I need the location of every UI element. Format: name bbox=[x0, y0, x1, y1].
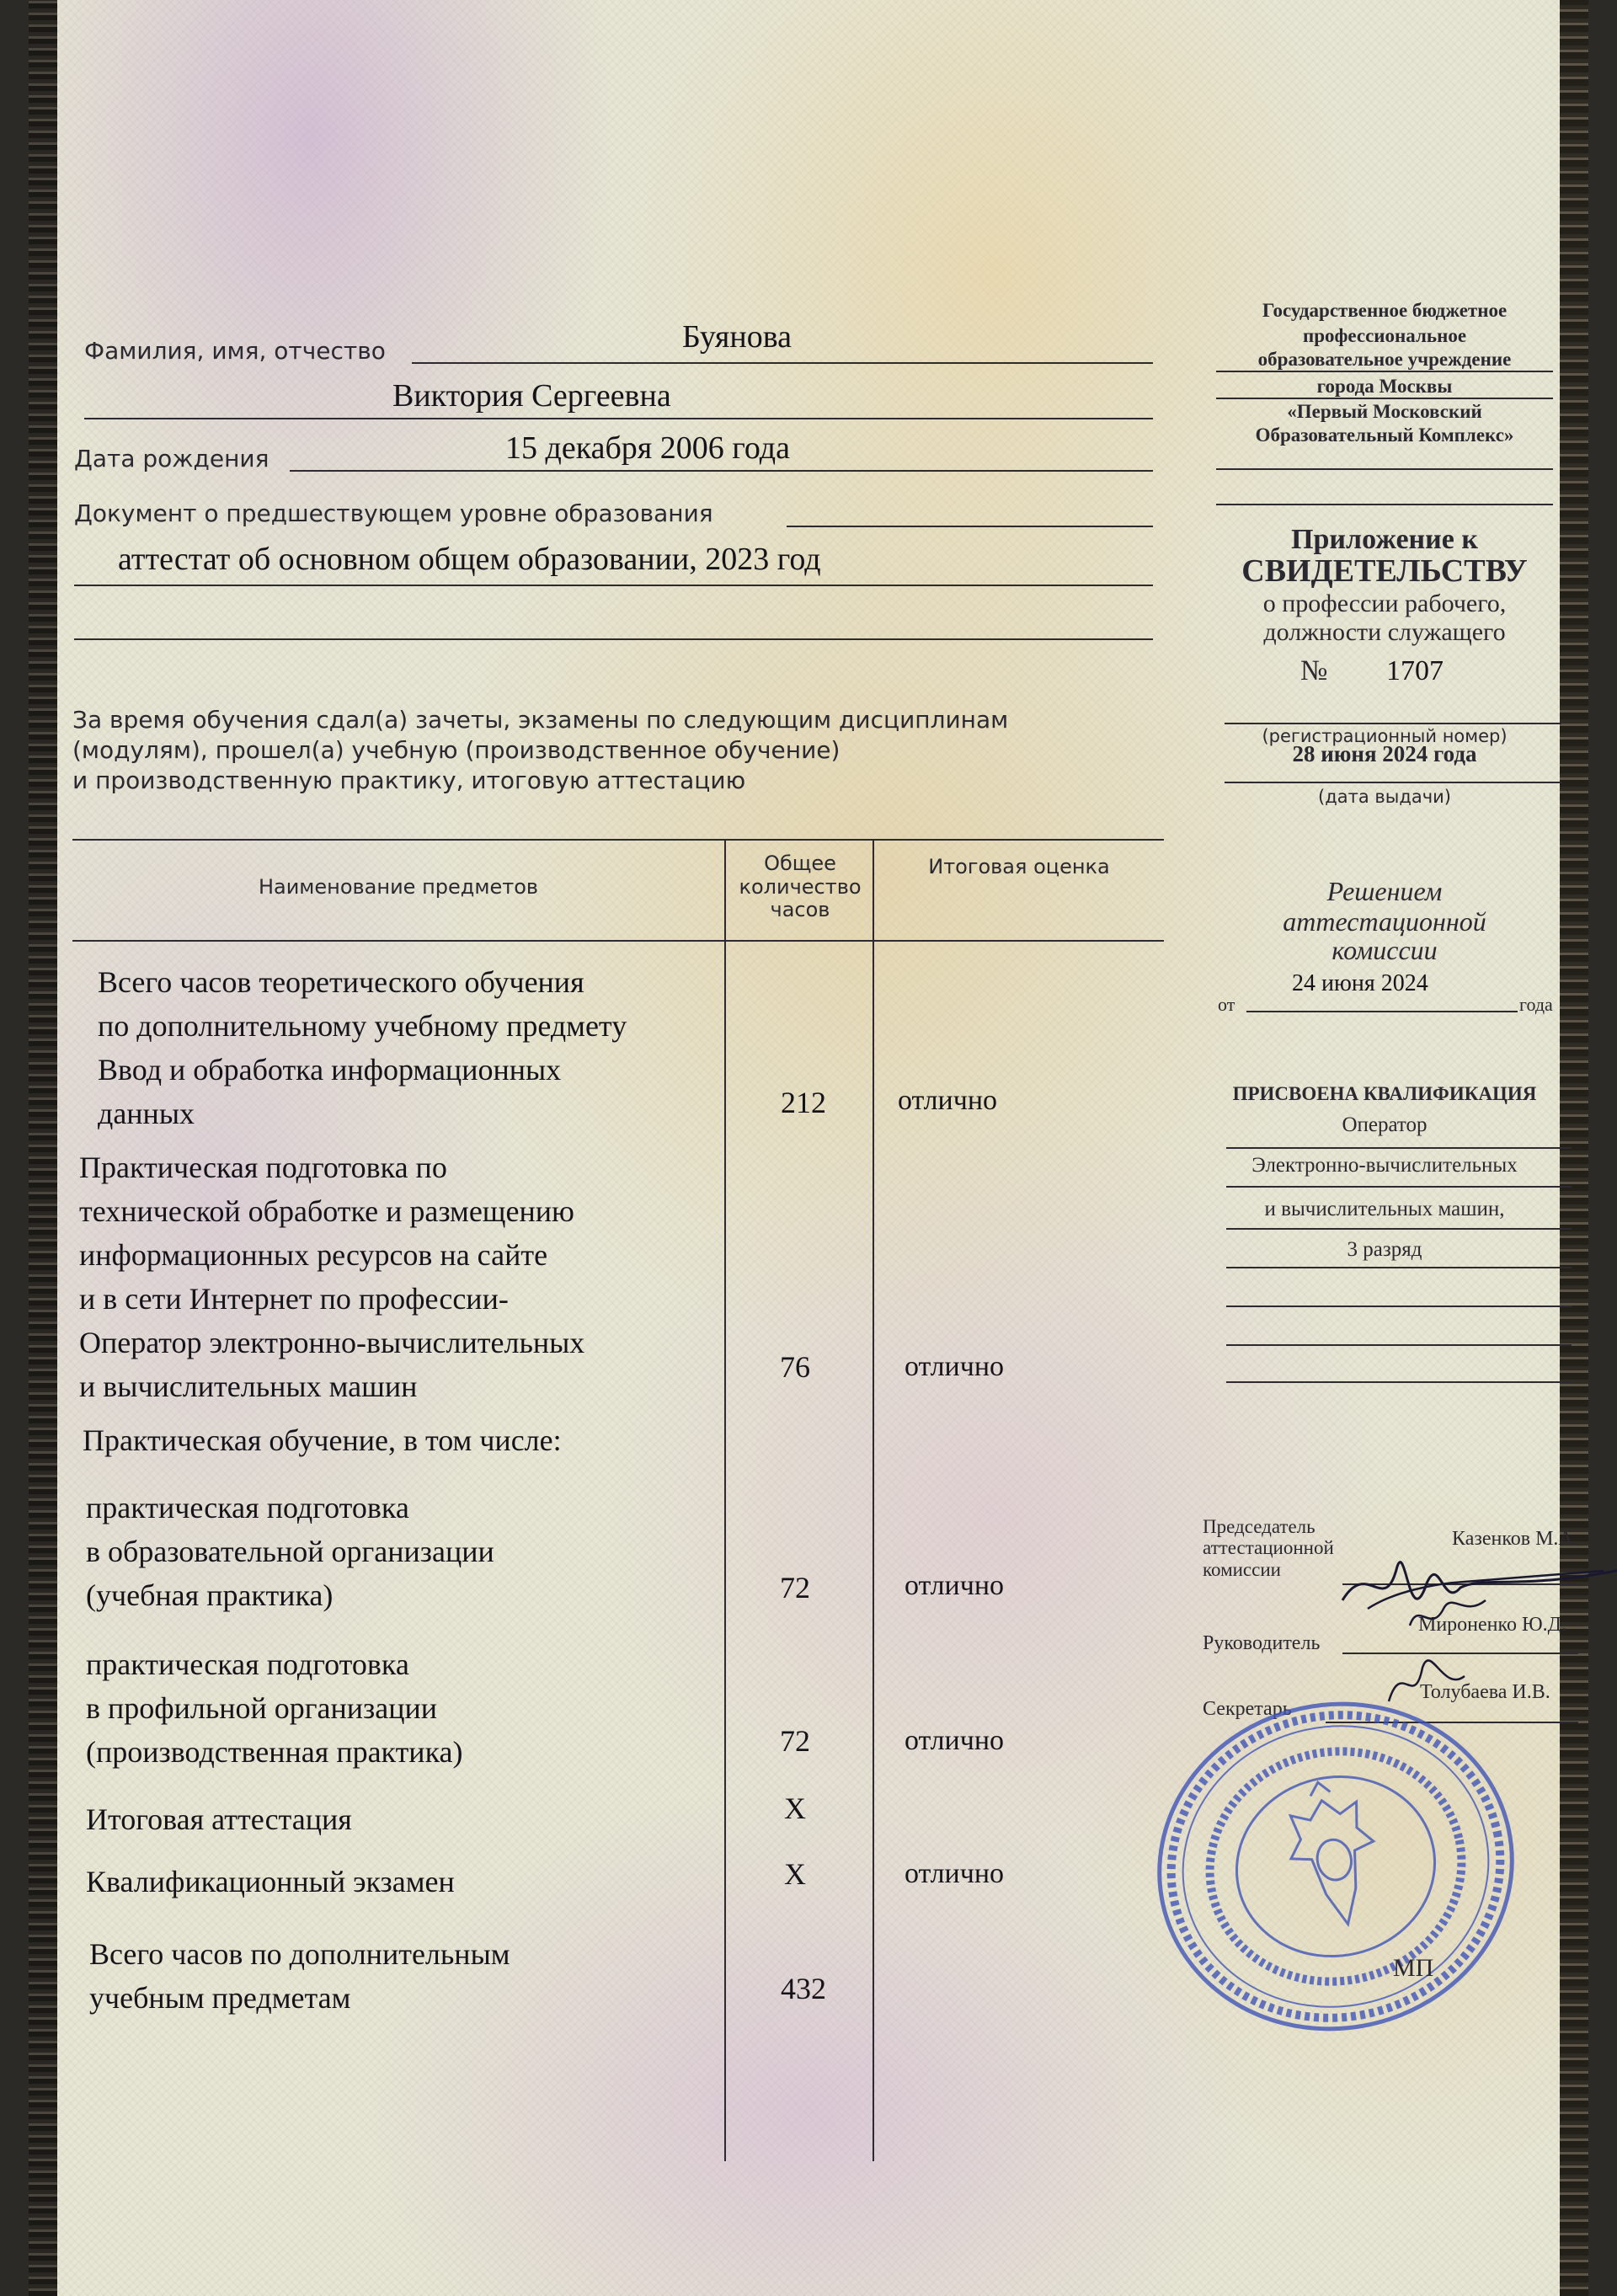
header-grade: Итоговая оценка bbox=[928, 855, 1110, 878]
appendix-sub-2: должности служащего bbox=[1263, 618, 1506, 646]
secretary-label: Секретарь bbox=[1203, 1698, 1292, 1720]
fio-label: Фамилия, имя, отчество bbox=[84, 337, 386, 365]
row-edu-practice-grade: отлично bbox=[905, 1570, 1005, 1601]
org-line-4: города Москвы bbox=[1316, 376, 1453, 397]
qualification-line-2: Электронно-вычислительных bbox=[1251, 1154, 1518, 1177]
qualification-line-4: 3 разряд bbox=[1347, 1238, 1422, 1261]
dob-label: Дата рождения bbox=[74, 445, 270, 473]
org-line-2: профессиональное bbox=[1302, 325, 1467, 346]
from-label: от bbox=[1218, 994, 1235, 1015]
row-total-hours: 432 bbox=[781, 1972, 826, 2005]
prev-doc-line bbox=[787, 526, 1153, 527]
year-label: года bbox=[1519, 994, 1553, 1015]
qual-rule-1 bbox=[1226, 1147, 1572, 1149]
row-edu-practice-subject: практическая подготовка в образовательной организации (учебная практика) bbox=[86, 1491, 494, 1612]
table-top-rule bbox=[72, 839, 1164, 841]
org-rule-4 bbox=[1216, 504, 1553, 505]
row-edu-practice-hours: 72 bbox=[780, 1571, 810, 1605]
number-rule bbox=[1225, 723, 1561, 724]
col-divider-2 bbox=[873, 839, 874, 2161]
intro-line-1: За время обучения сдал(а) зачеты, экзамены по следующим дисциплинам bbox=[72, 706, 1009, 734]
org-line-rule-2 bbox=[1216, 398, 1553, 399]
issue-date: 28 июня 2024 года bbox=[1292, 741, 1477, 766]
qual-rule-5 bbox=[1226, 1306, 1572, 1307]
qual-rule-3 bbox=[1226, 1228, 1572, 1230]
mp-label: МП bbox=[1393, 1954, 1434, 1982]
intro-line-3: и производственную практику, итоговую аттестацию bbox=[72, 766, 746, 794]
org-line-6: Образовательный Комплекс» bbox=[1255, 424, 1514, 446]
row-qual-exam-grade: отлично bbox=[905, 1858, 1005, 1889]
names-line bbox=[84, 418, 1153, 419]
row-theory-grade: отлично bbox=[898, 1085, 998, 1116]
blank-line bbox=[74, 638, 1153, 640]
head-label: Руководитель bbox=[1203, 1632, 1321, 1654]
qual-rule-4 bbox=[1226, 1267, 1572, 1268]
row-total-subject: Всего часов по дополнительным учебным предметам bbox=[89, 1937, 510, 2015]
head-name: Мироненко Ю.Д. bbox=[1418, 1614, 1567, 1636]
decision-1: Решением bbox=[1326, 876, 1443, 906]
org-line-3: образовательное учреждение bbox=[1257, 349, 1512, 370]
qualification-line-1: Оператор bbox=[1342, 1113, 1428, 1136]
row-practice-grade: отлично bbox=[905, 1351, 1005, 1382]
org-line-5: «Первый Московский bbox=[1287, 401, 1482, 422]
row-theory-subject: Всего часов теоретического обучения по дополнительному учебному предмету Ввод и обработка информационных данных bbox=[98, 965, 627, 1130]
row-theory-hours: 212 bbox=[781, 1086, 826, 1119]
chair-name: Казенков М.А. bbox=[1452, 1528, 1578, 1550]
prev-doc-line-2 bbox=[74, 585, 1153, 586]
chair-label: Председатель аттестационной комиссии bbox=[1203, 1516, 1334, 1580]
fio-line bbox=[412, 362, 1153, 364]
prev-doc-value: аттестат об основном общем образовании, 2023 год bbox=[118, 542, 821, 577]
issue-rule bbox=[1225, 782, 1561, 783]
given-names-value: Виктория Сергеевна bbox=[392, 378, 671, 414]
row-qual-exam-hours: X bbox=[784, 1857, 806, 1891]
official-stamp bbox=[1134, 1681, 1555, 2043]
qual-rule-6 bbox=[1226, 1344, 1572, 1346]
header-subject: Наименование предметов bbox=[258, 875, 539, 899]
number-sign: № bbox=[1300, 655, 1328, 686]
decision-3: комиссии bbox=[1331, 935, 1438, 965]
row-practice-subject: Практическая подготовка по технической обработке и размещению информационных ресурсов на сайте и в сети Интернет по профессии- Оператор электронно-вычислительных и вычислительных машин bbox=[79, 1151, 585, 1403]
dob-value: 15 декабря 2006 года bbox=[505, 430, 791, 466]
row-qual-exam-subject: Квалификационный экзамен bbox=[86, 1865, 455, 1898]
qualification-label: ПРИСВОЕНА КВАЛИФИКАЦИЯ bbox=[1232, 1083, 1537, 1104]
certificate-sheet bbox=[29, 0, 1588, 2296]
appendix-title: Приложение к bbox=[1291, 524, 1478, 555]
col-divider-1 bbox=[724, 839, 726, 2161]
row-prod-practice-hours: 72 bbox=[780, 1724, 810, 1758]
reg-caption: (регистрационный номер) bbox=[1262, 726, 1508, 746]
left-border bbox=[29, 0, 57, 2296]
row-final-attestation-subject: Итоговая аттестация bbox=[86, 1802, 352, 1836]
surname-value: Буянова bbox=[682, 319, 792, 355]
qualification-line-3: и вычислительных машин, bbox=[1264, 1198, 1505, 1220]
table-header-rule bbox=[72, 940, 1164, 942]
appendix-sub-1: о профессии рабочего, bbox=[1262, 590, 1507, 617]
row-practice-hours: 76 bbox=[780, 1350, 810, 1384]
org-line-1: Государственное бюджетное bbox=[1262, 300, 1508, 321]
row-prod-practice-subject: практическая подготовка в профильной организации (производственная практика) bbox=[86, 1647, 463, 1769]
header-hours: Общее количество часов bbox=[739, 852, 862, 922]
intro-line-2: (модулям), прошел(а) учебную (производственное обучение) bbox=[72, 736, 841, 764]
qual-rule-2 bbox=[1226, 1186, 1572, 1188]
certificate-number: 1707 bbox=[1386, 655, 1444, 686]
decision-date: 24 июня 2024 bbox=[1292, 970, 1428, 996]
row-prod-practice-grade: отлично bbox=[905, 1725, 1005, 1756]
org-rule-3 bbox=[1216, 468, 1553, 470]
decision-date-rule bbox=[1246, 1011, 1518, 1012]
secretary-name: Толубаева И.В. bbox=[1420, 1681, 1550, 1703]
decision-2: аттестационной bbox=[1283, 906, 1486, 937]
issue-caption: (дата выдачи) bbox=[1318, 787, 1451, 807]
qual-rule-7 bbox=[1226, 1381, 1572, 1383]
row-final-attestation-hours: X bbox=[784, 1791, 806, 1825]
dob-line bbox=[290, 470, 1153, 472]
prev-doc-label: Документ о предшествующем уровне образования bbox=[74, 499, 713, 527]
org-line-rule-1 bbox=[1216, 371, 1553, 372]
appendix-title-2: СВИДЕТЕЛЬСТВУ bbox=[1241, 553, 1528, 589]
row-training-subject: Практическая обучение, в том числе: bbox=[83, 1423, 562, 1457]
